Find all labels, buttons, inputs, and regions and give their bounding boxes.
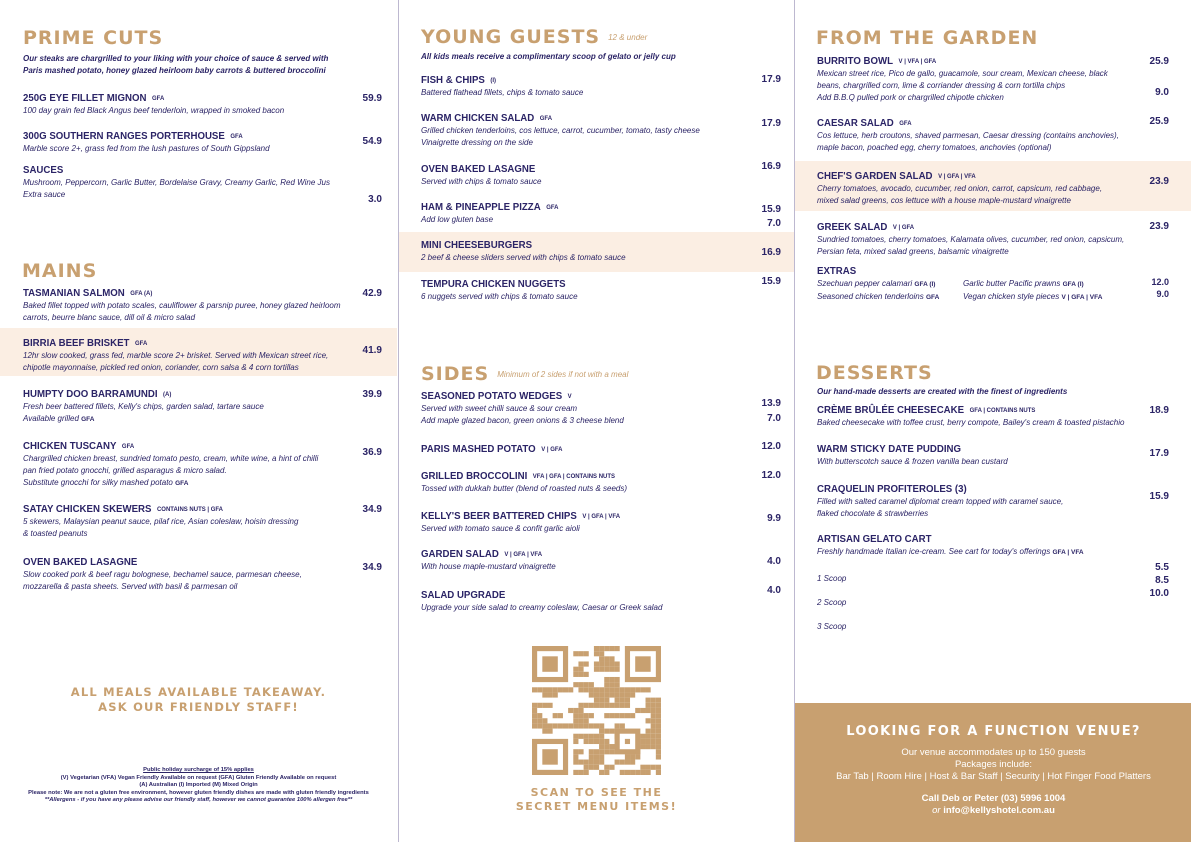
item-tag: V | GFA xyxy=(892,224,915,231)
item-desc: 5 skewers, Malaysian peanut sauce, pilaf rice, Asian coleslaw, hoisin dressing & toasted peanuts xyxy=(23,517,299,538)
prime-cuts-heading: PRIME CUTS xyxy=(23,27,164,49)
function-packages-list: Bar Tab | Room Hire | Host & Bar Staff | Security | Hot Finger Food Platters xyxy=(836,771,1151,782)
item-price: 25.9 xyxy=(1149,56,1169,67)
desserts-heading: DESSERTS xyxy=(816,362,933,384)
sauces xyxy=(23,164,330,201)
item-desc: Add low gluten base xyxy=(421,215,494,224)
item-tag: GFA xyxy=(121,443,135,450)
function-packages-label: Packages include: xyxy=(954,759,1033,770)
item-name: GARDEN SALAD xyxy=(421,548,499,560)
item-desc-tag: GFA | VFA xyxy=(1052,549,1084,556)
sides-heading xyxy=(421,363,628,385)
extra-sauce-label: Extra sauce xyxy=(23,190,66,199)
menu-item xyxy=(23,130,270,155)
item-tag: GFA (A) xyxy=(130,290,153,297)
secret-menu-qr-code[interactable] xyxy=(532,646,661,775)
item-price: 17.9 xyxy=(761,118,781,129)
item-price: 3.0 xyxy=(368,194,382,205)
scoop-prices xyxy=(1129,561,1169,600)
item-tag: CONTAINS NUTS | GFA xyxy=(156,506,224,513)
menu-item xyxy=(421,589,662,614)
item-name: CHICKEN TUSCANY xyxy=(23,440,117,452)
item-name: CRAQUELIN PROFITEROLES (3) xyxy=(817,483,967,495)
item-price: 41.9 xyxy=(362,345,382,356)
item-price: 34.9 xyxy=(362,562,382,573)
item-name: TASMANIAN SALMON xyxy=(23,287,125,299)
extras-price-2: 9.0 xyxy=(1156,289,1169,299)
item-tag: V | GFA | VFA xyxy=(938,173,976,180)
item-price: 34.9 xyxy=(362,504,382,515)
young-guests-subtitle: 12 & under xyxy=(608,33,648,42)
item-tag: GFA xyxy=(151,95,165,102)
sides-title: SIDES xyxy=(421,363,490,385)
item-name: MINI CHEESEBURGERS xyxy=(421,239,533,251)
function-phone[interactable]: Call Deb or Peter (03) 5996 1004 xyxy=(921,793,1066,804)
menu-item xyxy=(421,510,637,535)
item-desc: Upgrade your side salad to creamy coleslaw, Caesar or Greek salad xyxy=(421,603,663,612)
scoop-labels xyxy=(817,561,846,645)
item-price: 4.0 xyxy=(767,585,781,596)
sauces-title: SAUCES xyxy=(23,164,64,176)
item-tag: V | GFA | VFA xyxy=(504,551,543,558)
young-guests-intro: All kids meals receive a complimentary scoop of gelato or jelly cup xyxy=(421,52,676,61)
menu-item xyxy=(817,55,1108,104)
item-name: HUMPTY DOO BARRAMUNDI xyxy=(23,388,158,400)
extras-right-list xyxy=(963,278,1102,304)
left-column xyxy=(0,0,397,842)
menu-item xyxy=(421,201,570,226)
item-desc: Cherry tomatoes, avocado, cucumber, red onion, carrot, capsicum, red cabbage, mixed salad greens, cos lettuce with a house maple-mustard vinaigrette xyxy=(817,184,1103,205)
item-price: 9.9 xyxy=(767,513,781,524)
item-name: SALAD UPGRADE xyxy=(421,589,506,601)
extra-tag: GFA xyxy=(925,294,940,301)
scoop-price: 8.5 xyxy=(1155,575,1169,586)
item-name: ARTISAN GELATO CART xyxy=(817,533,932,545)
menu-item xyxy=(421,548,556,573)
item-desc-tag: GFA xyxy=(175,480,189,487)
scoop-price: 10.0 xyxy=(1149,588,1169,599)
item-price: 12.0 xyxy=(761,470,781,481)
extra-name: Garlic butter Pacific prawns xyxy=(963,279,1061,288)
item-desc: 6 nuggets served with chips & tomato sauce xyxy=(421,292,578,301)
item-tag: V xyxy=(567,393,572,400)
menu-item xyxy=(817,170,1102,207)
menu-item xyxy=(23,556,302,593)
extra-name: Seasoned chicken tenderloins xyxy=(817,292,924,301)
item-desc: Mexican street rice, Pico de gallo, guacamole, sour cream, Mexican cheese, black beans, chargrilled corn, lime & corriander dressing & corn tortilla chips Add B.B.Q pulled pork or chargrilled chipotle chicken xyxy=(817,69,1108,102)
menu-item xyxy=(421,74,583,99)
footnote-gluten: Please note: We are not a gluten free environment, however gluten friendly dishes are made with gluten friendly ingredients xyxy=(28,789,369,796)
item-tag: GFA xyxy=(546,204,559,211)
item-name: CAESAR SALAD xyxy=(817,117,894,129)
menu-item xyxy=(817,443,1008,468)
menu-item xyxy=(23,337,328,374)
qr-caption-line-2: SECRET MENU ITEMS! xyxy=(515,800,678,813)
menu-item xyxy=(421,163,545,188)
item-desc: 100 day grain fed Black Angus beef tenderloin, wrapped in smoked bacon xyxy=(23,106,285,115)
takeaway-line-1: ALL MEALS AVAILABLE TAKEAWAY. xyxy=(70,685,327,699)
desserts-intro: Our hand-made desserts are created with the finest of ingredients xyxy=(817,387,1068,396)
item-price: 39.9 xyxy=(362,389,382,400)
menu-item xyxy=(817,221,1124,258)
item-name: WARM CHICKEN SALAD xyxy=(421,112,535,124)
item-desc: Filled with salted caramel diplomat cream topped with caramel sauce, flaked chocolate & strawberries xyxy=(817,497,1064,518)
menu-item xyxy=(23,287,341,324)
item-desc: Baked fillet topped with potato scales, cauliflower & parsnip puree, honey glazed heirloom carrots, beurre blanc sauce, dill oil & micro salad xyxy=(23,301,341,322)
footnote-dietary: (V) Vegetarian (VFA) Vegan Friendly Available on request (GFA) Gluten Friendly Available on request xyxy=(60,774,337,781)
item-price-addon: 9.0 xyxy=(1155,87,1169,98)
item-desc: Marble score 2+, grass fed from the lush pastures of South Gippsland xyxy=(23,144,270,153)
extras-price-1: 12.0 xyxy=(1151,277,1169,287)
item-desc: Grilled chicken tenderloins, cos lettuce, carrot, cucumber, tomato, tasty cheese Vinaigrette dressing on the side xyxy=(421,126,700,147)
qr-caption xyxy=(399,786,794,814)
item-tag: V | GFA xyxy=(541,446,563,453)
mains-heading: MAINS xyxy=(22,260,98,282)
menu-item xyxy=(23,388,264,426)
extra-tag: V | GFA | VFA xyxy=(1061,294,1103,301)
item-tag: V | GFA | VFA xyxy=(582,513,621,520)
menu-item xyxy=(421,443,575,456)
garden-heading: FROM THE GARDEN xyxy=(816,27,1039,49)
item-desc: Tossed with dukkah butter (blend of roasted nuts & seeds) xyxy=(421,484,628,493)
item-tag: GFA xyxy=(539,115,553,122)
menu-item xyxy=(23,440,318,490)
item-name: HAM & PINEAPPLE PIZZA xyxy=(421,201,541,213)
extra-tag: GFA (I) xyxy=(1062,281,1084,288)
item-desc: 2 beef & cheese sliders served with chips & tomato sauce xyxy=(421,253,626,262)
item-name: GRILLED BROCCOLINI xyxy=(421,470,528,482)
sides-subtitle: Minimum of 2 sides if not with a meal xyxy=(497,370,629,379)
item-desc: 12hr slow cooked, grass fed, marble score 2+ brisket. Served with Mexican street rice, chipotle mayonnaise, pickled red onion, coriander, corn salsa & 4 corn tortillas xyxy=(23,351,329,372)
function-email-line xyxy=(795,805,1191,817)
menu-item xyxy=(817,117,1119,154)
item-name: 300G SOUTHERN RANGES PORTERHOUSE xyxy=(23,130,225,142)
item-name: OVEN BAKED LASAGNE xyxy=(421,163,536,175)
item-name: BIRRIA BEEF BRISKET xyxy=(23,337,130,349)
right-column xyxy=(794,0,1191,842)
menu-item xyxy=(817,483,1063,520)
menu-item xyxy=(23,92,284,117)
menu-item xyxy=(421,239,626,264)
item-name: OVEN BAKED LASAGNE xyxy=(23,556,138,568)
scoop-label: 3 Scoop xyxy=(817,622,847,631)
item-name: KELLY'S BEER BATTERED CHIPS xyxy=(421,510,577,522)
extras-title: EXTRAS xyxy=(817,265,857,277)
item-price: 25.9 xyxy=(1149,116,1169,127)
item-tag: GFA xyxy=(134,340,148,347)
item-tag: V | VFA | GFA xyxy=(898,58,937,65)
item-name: SEASONED POTATO WEDGES xyxy=(421,390,563,402)
item-price: 59.9 xyxy=(362,93,382,104)
item-desc: With house maple-mustard vinaigrette xyxy=(421,562,556,571)
qr-caption-line-1: SCAN TO SEE THE xyxy=(530,786,663,799)
menu-item xyxy=(421,390,624,427)
item-name: PARIS MASHED POTATO xyxy=(421,443,536,455)
item-desc: Fresh beer battered fillets, Kelly's chips, garden salad, tartare sauce Available grilled xyxy=(23,402,264,423)
extra-name: Szechuan pepper calamari xyxy=(817,279,913,288)
menu-item xyxy=(817,404,1124,429)
item-desc-tag: GFA xyxy=(81,416,95,423)
footnote-origin: (A) Australian (I) Imported (M) Mixed Origin xyxy=(139,782,258,789)
item-name: CHEF'S GARDEN SALAD xyxy=(817,170,933,182)
extra-name: Vegan chicken style pieces xyxy=(963,292,1060,301)
item-tag: GFA | CONTAINS NUTS xyxy=(969,407,1036,414)
menu-item xyxy=(421,112,700,149)
item-price-addon: 7.0 xyxy=(767,413,781,424)
item-price: 4.0 xyxy=(767,556,781,567)
item-name: GREEK SALAD xyxy=(817,221,888,233)
item-tag: (A) xyxy=(163,391,172,398)
item-desc: With butterscotch sauce & frozen vanilla bean custard xyxy=(817,457,1008,466)
item-price: 17.9 xyxy=(1149,448,1169,459)
takeaway-notice xyxy=(0,685,397,715)
item-tag: GFA xyxy=(899,120,912,127)
item-desc: Cos lettuce, herb croutons, shaved parmesan, Caesar dressing (contains anchovies), maple bacon, poached egg, cherry tomatoes, anchovies (optional) xyxy=(817,131,1119,152)
item-price: 42.9 xyxy=(362,288,382,299)
item-desc: Baked cheesecake with toffee crust, berry compote, Bailey's cream & toasted pistachio xyxy=(817,418,1125,427)
item-name: BURRITO BOWL xyxy=(817,55,894,67)
scoop-label: 2 Scoop xyxy=(817,598,847,607)
menu-item xyxy=(817,533,1084,559)
function-or: or xyxy=(932,805,941,816)
menu-item xyxy=(421,278,578,303)
item-desc: Served with chips & tomato sauce xyxy=(421,177,542,186)
item-name: FISH & CHIPS xyxy=(421,74,485,86)
function-venue-panel xyxy=(795,703,1191,842)
footnotes xyxy=(0,767,397,805)
middle-column xyxy=(398,0,794,842)
item-name: CRÈME BRÛLÉE CHEESECAKE xyxy=(817,404,965,416)
item-price: 23.9 xyxy=(1149,221,1169,232)
menu-item xyxy=(23,503,298,540)
takeaway-line-2: ASK OUR FRIENDLY STAFF! xyxy=(98,700,299,714)
item-name: TEMPURA CHICKEN NUGGETS xyxy=(421,278,566,290)
young-guests-heading xyxy=(421,26,647,48)
item-price: 15.9 xyxy=(761,204,781,215)
scoop-price: 5.5 xyxy=(1155,562,1169,573)
menu-item xyxy=(421,470,632,495)
item-tag: VFA | GFA | CONTAINS NUTS xyxy=(532,473,615,480)
item-desc: Slow cooked pork & beef ragu bolognese, bechamel sauce, parmesan cheese, mozzarella & pasta sheets. Served with basil & parmesan oil xyxy=(23,570,302,591)
item-desc: Served with sweet chilli sauce & sour cream Add maple glazed bacon, green onions & 3 cheese blend xyxy=(421,404,624,425)
item-price: 17.9 xyxy=(761,74,781,85)
footnote-allergens: **Allergens - if you have any please advise our friendly staff, however we cannot guarantee 100% allergen free** xyxy=(44,797,353,804)
item-price: 36.9 xyxy=(362,447,382,458)
prime-cuts-intro: Our steaks are chargrilled to your liking with your choice of sauce & served with Paris mashed potato, honey glazed heirloom baby carrots & buttered broccolini xyxy=(23,54,329,75)
item-price: 18.9 xyxy=(1149,405,1169,416)
item-price: 54.9 xyxy=(362,136,382,147)
item-desc: Freshly handmade Italian ice-cream. See cart for today's offerings xyxy=(817,547,1051,556)
function-email-link[interactable]: info@kellyshotel.com.au xyxy=(943,805,1055,816)
scoop-label: 1 Scoop xyxy=(817,574,847,583)
extras-left-list xyxy=(817,278,939,304)
item-tag: (I) xyxy=(490,77,497,84)
function-title: LOOKING FOR A FUNCTION VENUE? xyxy=(846,724,1141,739)
item-name: 250G EYE FILLET MIGNON xyxy=(23,92,147,104)
footnote-surcharge: Public holiday surcharge of 15% applies xyxy=(143,767,254,773)
sauces-desc: Mushroom, Peppercorn, Garlic Butter, Bordelaise Gravy, Creamy Garlic, Red Wine Jus xyxy=(23,178,330,187)
item-name: WARM STICKY DATE PUDDING xyxy=(817,443,962,455)
item-price: 23.9 xyxy=(1149,176,1169,187)
item-desc: Served with tomato sauce & confit garlic aioli xyxy=(421,524,580,533)
item-price: 15.9 xyxy=(1149,491,1169,502)
extra-tag: GFA (I) xyxy=(914,281,936,288)
item-name: SATAY CHICKEN SKEWERS xyxy=(23,503,152,515)
young-guests-title: YOUNG GUESTS xyxy=(421,26,601,48)
item-price-addon: 7.0 xyxy=(767,218,781,229)
item-desc: Chargrilled chicken breast, sundried tomato pesto, cream, white wine, a hint of chilli pan fried potato gnocchi, grilled asparagus & micro salad. Substitute gnocchi for silky mashed potato xyxy=(23,454,319,487)
item-price: 13.9 xyxy=(761,398,781,409)
item-tag: GFA xyxy=(230,133,243,140)
item-desc: Sundried tomatoes, cherry tomatoes, Kalamata olives, cucumber, red onion, capsicum, Persian feta, mixed salad greens, balsamic vinaigrette xyxy=(817,235,1125,256)
function-capacity: Our venue accommodates up to 150 guests xyxy=(901,747,1086,758)
item-desc: Battered flathead fillets, chips & tomato sauce xyxy=(421,88,584,97)
item-price: 12.0 xyxy=(761,441,781,452)
item-price: 16.9 xyxy=(761,161,781,172)
item-price: 15.9 xyxy=(761,276,781,287)
item-price: 16.9 xyxy=(761,247,781,258)
